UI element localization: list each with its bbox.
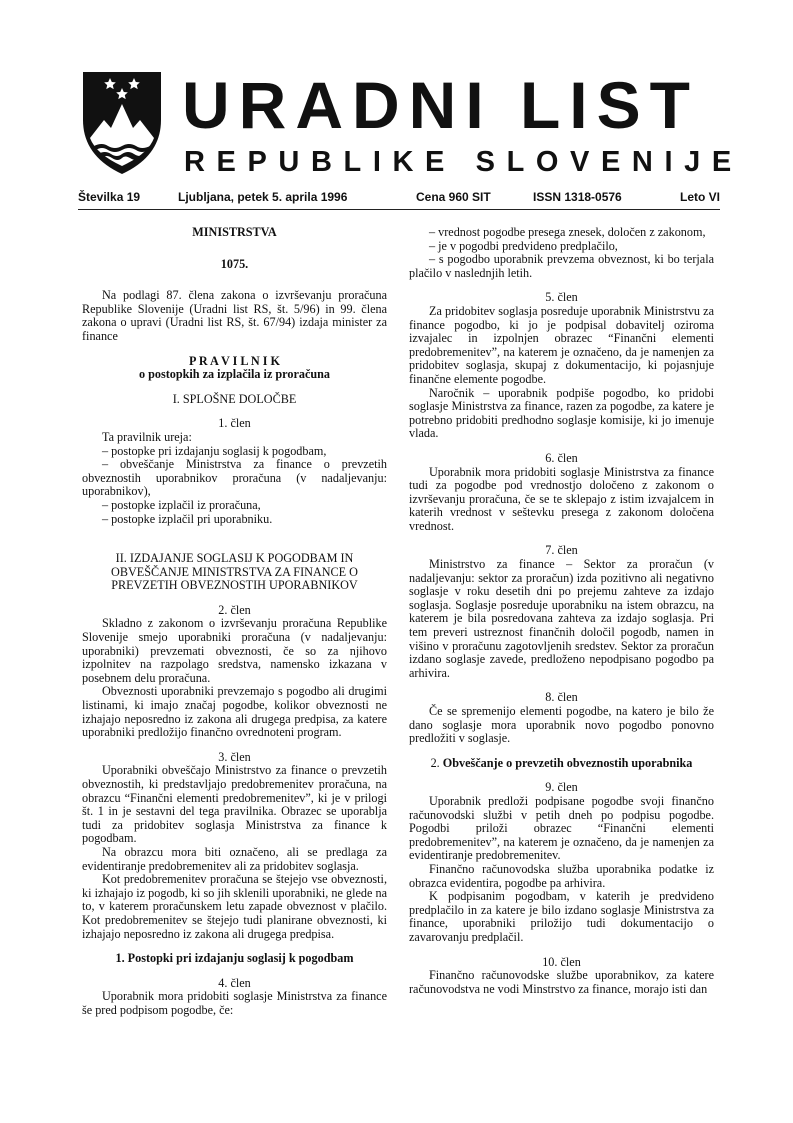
paragraph: Uporabnik mora pridobiti soglasje Ministrstva za finance tudi za pogodbe pod vrednostjo določeno z zakonom o izvrševanju proračuna, če se te sklepajo z istim izvajalcem in katerih vrednost v seštevku presega z zakonom določena vrednost. xyxy=(409,464,714,533)
paragraph: Ta pravilnik ureja: xyxy=(102,429,192,444)
publication-title: URADNI LIST xyxy=(182,68,699,142)
article-heading: 1. člen xyxy=(218,416,251,431)
article-heading: 6. člen xyxy=(545,450,578,465)
publication-subtitle: REPUBLIKE SLOVENIJE xyxy=(184,146,743,178)
paragraph: Uporabnik mora pridobiti soglasje Ministrstva za finance še pred podpisom pogodbe, če: xyxy=(82,989,387,1017)
article-heading: 5. člen xyxy=(545,290,578,305)
paragraph: – postopke izplačil pri uporabniku. xyxy=(102,511,273,526)
paragraph: Na podlagi 87. člena zakona o izvrševanju proračuna Republike Slovenije (Uradni list RS, št. 5/96) in 99. člena zakona o upravi (Uradni list RS, št. 67/94) izdaja minister za finance xyxy=(82,288,387,343)
item-number: 1075. xyxy=(220,256,249,271)
section-heading: MINISTRSTVA xyxy=(192,225,277,239)
subsection-number: 2. xyxy=(430,755,440,770)
left-column xyxy=(82,226,387,1018)
document-subtitle: o postopkih za izplačila iz proračuna xyxy=(138,367,331,382)
paragraph: Uporabnik predloži podpisane pogodbe svoji finančno računovodski službi v petih dneh po podpisu pogodbe. Pogodbi priloži obrazec “Finančni elementi predobremenitev”, na katerem je označeno, da je namenjen za evidentiranje predobremenitev. xyxy=(409,793,714,863)
subsection-heading: 1. Postopki pri izdajanju soglasij k pogodbam xyxy=(115,951,354,966)
paragraph: – vrednost pogodbe presega znesek, določen z zakonom, xyxy=(429,225,706,239)
subsection-heading xyxy=(409,757,714,771)
paragraph: Ministrstvo za finance – Sektor za proračun (v nadaljevanju: sektor za proračun) izda pozitivno ali negativno soglasje v roku desetih dni po prejemu zahteve za izdajo soglasja. Soglasje posreduje uporabniku na istem obrazcu, na katerem je bila posredovana zahteva za izdajo soglasja. Pri tem preveri ustreznost finančnih določil pogodb, namen in višino v proračunu zagotovljenih sredstev. Sektor za proračun izdano soglasje zavede, predloženo nepodpisano pogodbo pa arhivira. xyxy=(409,557,714,680)
paragraph: Na obrazcu mora biti označeno, ali se predlaga za evidentiranje predobremenitev ali za pridobitev soglasja. xyxy=(82,844,387,873)
paragraph: – je v pogodbi predvideno predplačilo, xyxy=(429,238,618,253)
paragraph: Finančno računovodske službe uporabnikov, za katere računovodstva ne vodi Minstrstvo za finance, morajo isti dan xyxy=(409,968,714,996)
document-title: P R A V I L N I K xyxy=(189,353,280,368)
volume-year: Leto VI xyxy=(679,190,720,204)
article-heading: 8. člen xyxy=(545,690,578,705)
header-divider xyxy=(78,209,720,210)
paragraph: Uporabniki obveščajo Ministrstvo za finance o prevzetih obveznostih, ki predstavljajo predobremenitev proračuna, na obrazcu “Finančni elementi predobremenitev”, ki je v prilogi št. 1 in je sestavni del tega pravilnika. Obrazec se uporablja tudi za pridobitev soglasja Ministrstva za finance k pogodbam. xyxy=(82,763,387,846)
article-heading: 3. člen xyxy=(218,749,251,764)
article-heading: 4. člen xyxy=(218,975,251,990)
paragraph: – postopke izplačil iz proračuna, xyxy=(102,497,261,512)
article-heading: 10. člen xyxy=(542,954,581,969)
paragraph: Skladno z zakonom o izvrševanju proračuna Republike Slovenije smejo uporabniki proračuna (v nadaljevanju: uporabniki) prevzemati obveznosti, če so za njihovo izpolnitev na razpolago sredstva, namensko izkazana v posebnem delu proračuna. xyxy=(82,616,387,685)
right-column xyxy=(409,226,714,996)
paragraph: – postopke pri izdajanju soglasij k pogodbam, xyxy=(102,443,327,458)
article-heading: 2. člen xyxy=(218,602,251,617)
issue-info-bar xyxy=(78,190,720,206)
article-heading: 9. člen xyxy=(545,780,578,795)
paragraph: Za pridobitev soglasja posreduje uporabnik Ministrstvu za finance pogodbo, ki jo je podpisal dobavitelj oziroma izvajalec in izpolnjen obrazec “Finančni elementi predobremenitev”, na katerem je označeno, da je namenjen za pridobitev soglasja, skupaj z dokumentacijo, ki pojasnjuje finančne elemente pogodbe. xyxy=(409,303,714,386)
paragraph: K podpisanim pogodbam, v katerih je predvideno predplačilo in za katere je bilo izdano soglasje Ministrstva za finance, uporabniki priložijo tudi dokumentacijo o zavarovanju predplačil. xyxy=(409,889,714,944)
article-heading: 7. člen xyxy=(545,543,578,558)
price: Cena 960 SIT xyxy=(416,190,491,204)
paragraph: Finančno računovodska služba uporabnika podatke iz obrazca evidentira, pogodbe pa arhivira. xyxy=(409,861,714,890)
masthead xyxy=(80,68,743,180)
paragraph: Če se spremenijo elementi pogodbe, na katero je bilo že dano soglasje mora uporabnik novo pogodbo ponovno predložiti v soglasje. xyxy=(409,704,714,746)
issn: ISSN 1318-0576 xyxy=(533,190,622,204)
part-heading: II. IZDAJANJE SOGLASIJ K POGODBAM IN OBVEŠČANJE MINISTRSTVA ZA FINANCE O PREVZETIH OBVEZNOSTIH UPORABNIKOV xyxy=(111,551,358,593)
paragraph: Obveznosti uporabniki prevzemajo s pogodbo ali drugimi listinami, ki imajo značaj pogodbe, kolikor obveznosti ne izhajajo neposredno iz zakona ali drugega predpisa, za katere uporabniki predložijo finančno ovrednoteni program. xyxy=(82,684,387,740)
part-heading: I. SPLOŠNE DOLOČBE xyxy=(172,391,297,406)
subsection-title: Obveščanje o prevzetih obveznostih uporabnika xyxy=(442,755,693,770)
paragraph: – s pogodbo uporabnik prevzema obveznost, ki bo terjala plačilo v naslednjih letih. xyxy=(409,252,714,280)
issue-number: Številka 19 xyxy=(78,190,141,204)
slovenian-coat-of-arms-icon xyxy=(80,68,164,176)
paragraph: – obveščanje Ministrstva za finance o prevzetih obveznostih uporabnikov proračuna (v nadaljevanju: uporabnikov), xyxy=(82,457,387,499)
place-date: Ljubljana, petek 5. aprila 1996 xyxy=(178,190,348,204)
paragraph: Naročnik – uporabnik podpiše pogodbo, ko pridobi soglasje Ministrstva za finance, razen za pogodbe, za katere je potrebno pridobiti predhodno soglasje komisije, ki jo imenuje vlada. xyxy=(409,385,714,441)
paragraph: Kot predobremenitev proračuna se štejejo vse obveznosti, ki izhajajo iz pogodb, ki so jih sklenili uporabniki, ne glede na to, v katerem proračunskem letu zapade obveznost v plačilo. Kot predobremenitev se štejejo tudi planirane obveznosti, ki izhajajo neposredno iz zakona ali drugega predpisa. xyxy=(82,872,387,941)
